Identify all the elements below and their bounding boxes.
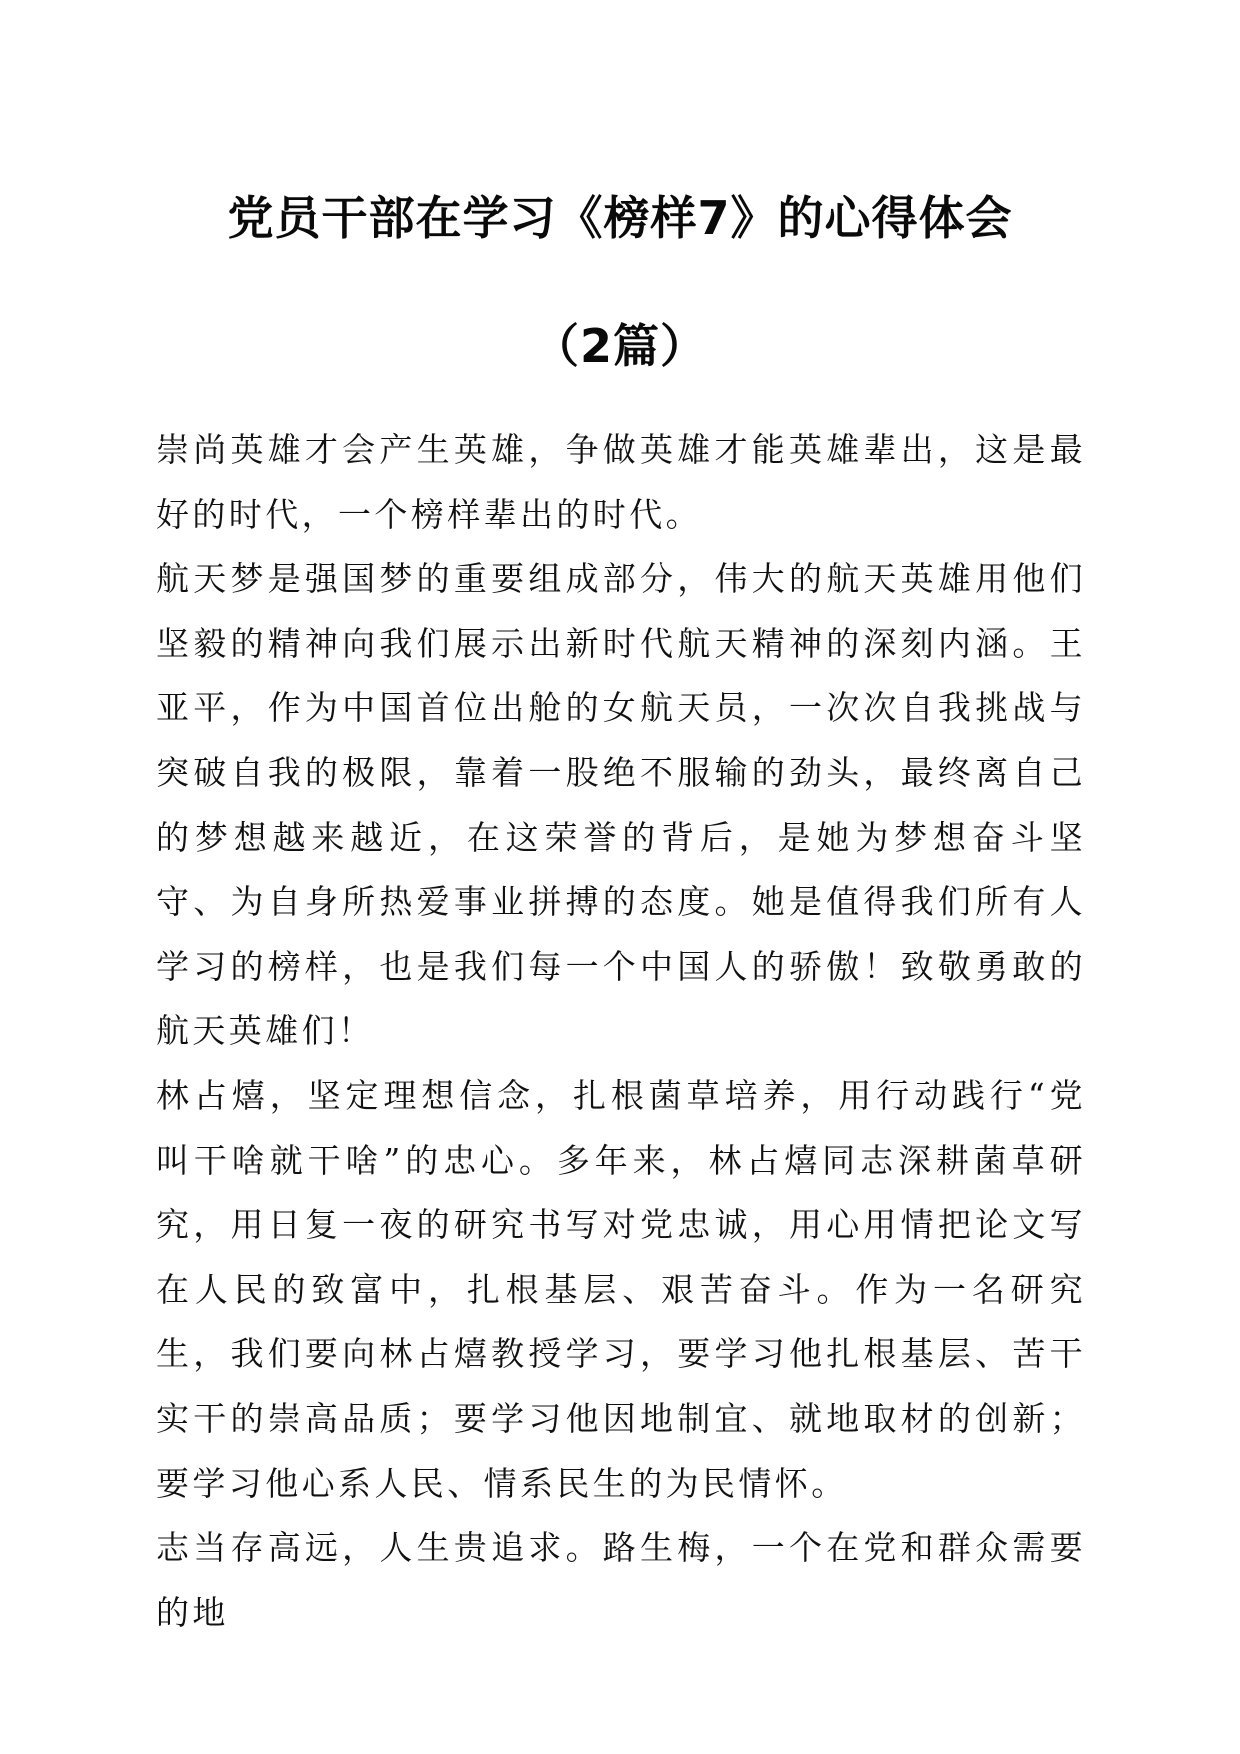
document-title: 党员干部在学习《榜样7》的心得体会 (227, 191, 1013, 245)
paragraph: 崇尚英雄才会产生英雄，争做英雄才能英雄辈出，这是最好的时代，一个榜样辈出的时代。 (156, 430, 1086, 534)
document-subtitle: （2篇） (532, 319, 707, 373)
paragraph: 志当存高远，人生贵追求。路生梅，一个在党和群众需要的地 (156, 1528, 1086, 1632)
paragraph: 航天梦是强国梦的重要组成部分，伟大的航天英雄用他们坚毅的精神向我们展示出新时代航天精神的深刻内涵。王亚平，作为中国首位出舱的女航天员，一次次自我挑战与突破自我的极限，靠着一股绝不服输的劲头，最终离自己的梦想越来越近，在这荣誉的背后，是她为梦想奋斗坚守、为自身所热爱事业拼搏的态度。她是值得我们所有人学习的榜样，也是我们每一个中国人的骄傲！致敬勇敢的航天英雄们！ (156, 559, 1086, 1051)
paragraph: 林占熺，坚定理想信念，扎根菌草培养，用行动践行“党叫干啥就干啥”的忠心。多年来，林占熺同志深耕菌草研究，用日复一夜的研究书写对党忠诚，用心用情把论文写在人民的致富中，扎根基层、艰苦奋斗。作为一名研究生，我们要向林占熺教授学习，要学习他扎根基层、苦干实干的崇高品质；要学习他因地制宜、就地取材的创新；要学习他心系人民、情系民生的为民情怀。 (156, 1075, 1086, 1503)
document-body (156, 418, 1086, 1645)
